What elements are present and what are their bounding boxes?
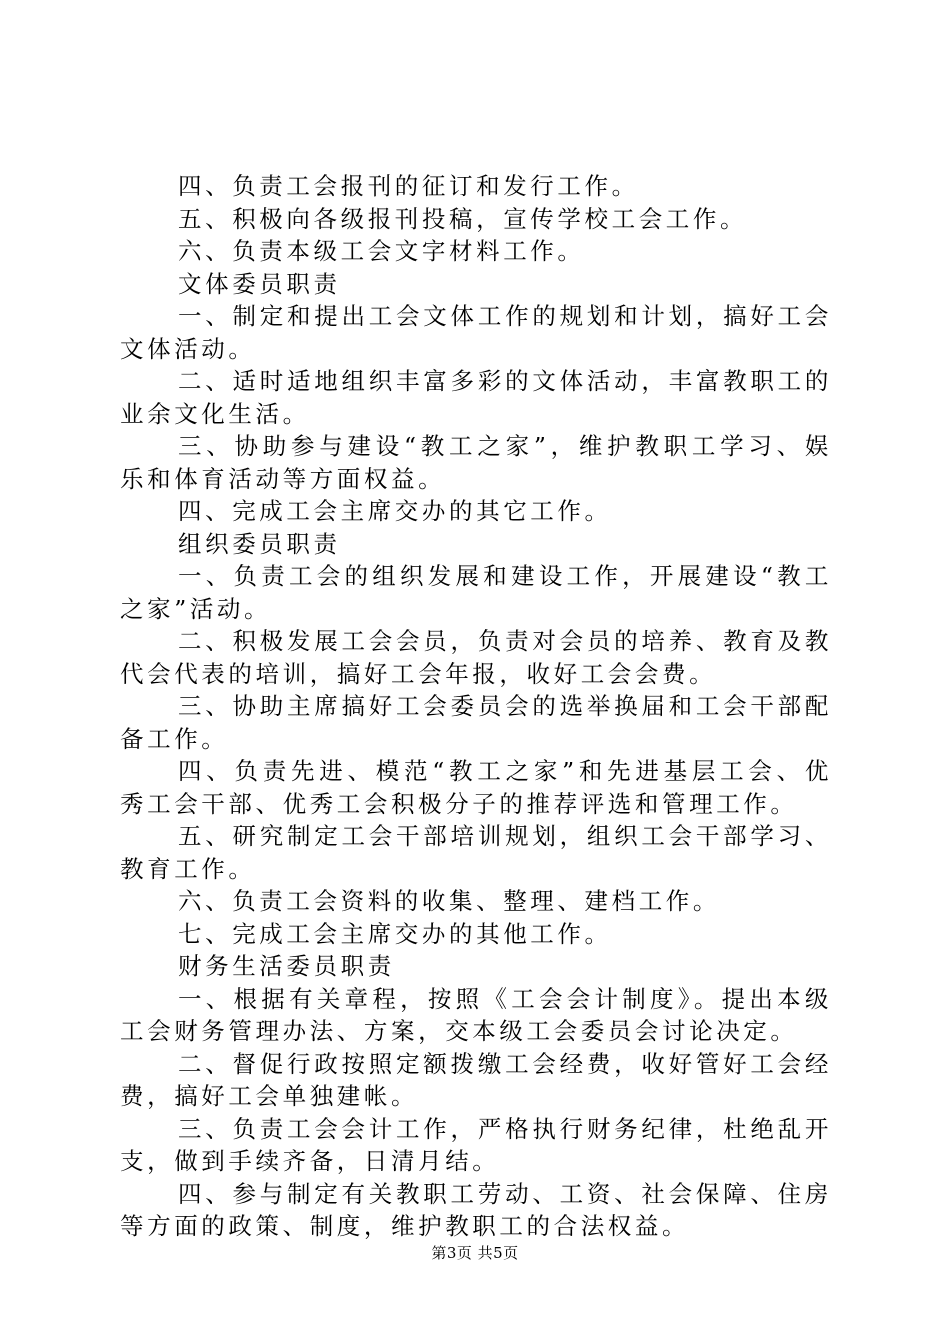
section-heading: 文体委员职责 bbox=[178, 269, 341, 298]
paragraph: 二、积极发展工会会员，负责对会员的培养、教育及教代会代表的培训，搞好工会年报，收好工会会费。 bbox=[120, 627, 832, 688]
paragraph: 四、参与制定有关教职工劳动、工资、社会保障、住房等方面的政策、制度，维护教职工的合法权益。 bbox=[120, 1179, 832, 1240]
paragraph: 一、根据有关章程，按照《工会会计制度》。提出本级工会财务管理办法、方案，交本级工会委员会讨论决定。 bbox=[120, 984, 832, 1045]
paragraph: 七、完成工会主席交办的其他工作。 bbox=[178, 919, 612, 948]
page-number-footer: 第3页 共5页 bbox=[431, 1244, 519, 1262]
paragraph: 三、负责工会会计工作，严格执行财务纪律，杜绝乱开支，做到手续齐备，日清月结。 bbox=[120, 1114, 832, 1175]
paragraph: 四、完成工会主席交办的其它工作。 bbox=[178, 497, 612, 525]
paragraph: 二、督促行政按照定额拨缴工会经费，收好管好工会经费，搞好工会单独建帐。 bbox=[120, 1049, 832, 1110]
paragraph: 六、负责工会资料的收集、整理、建档工作。 bbox=[178, 887, 720, 915]
paragraph: 二、适时适地组织丰富多彩的文体活动，丰富教职工的业余文化生活。 bbox=[120, 367, 832, 428]
section-heading: 组织委员职责 bbox=[178, 529, 341, 558]
section-heading: 财务生活委员职责 bbox=[178, 952, 395, 980]
paragraph: 一、制定和提出工会文体工作的规划和计划，搞好工会文体活动。 bbox=[120, 302, 832, 363]
paragraph: 五、积极向各级报刊投稿，宣传学校工会工作。 bbox=[178, 204, 748, 233]
paragraph: 三、协助主席搞好工会委员会的选举换届和工会干部配备工作。 bbox=[120, 692, 832, 753]
paragraph: 五、研究制定工会干部培训规划，组织工会干部学习、教育工作。 bbox=[120, 822, 832, 883]
paragraph: 六、负责本级工会文字材料工作。 bbox=[178, 237, 585, 265]
paragraph: 三、协助参与建设“教工之家”，维护教职工学习、娱乐和体育活动等方面权益。 bbox=[120, 432, 832, 493]
paragraph: 四、负责先进、模范“教工之家”和先进基层工会、优秀工会干部、优秀工会积极分子的推荐评选和管理工作。 bbox=[120, 757, 832, 818]
paragraph: 一、负责工会的组织发展和建设工作，开展建设“教工之家”活动。 bbox=[120, 562, 832, 623]
document-body bbox=[120, 170, 832, 1243]
paragraph: 四、负责工会报刊的征订和发行工作。 bbox=[178, 172, 639, 200]
